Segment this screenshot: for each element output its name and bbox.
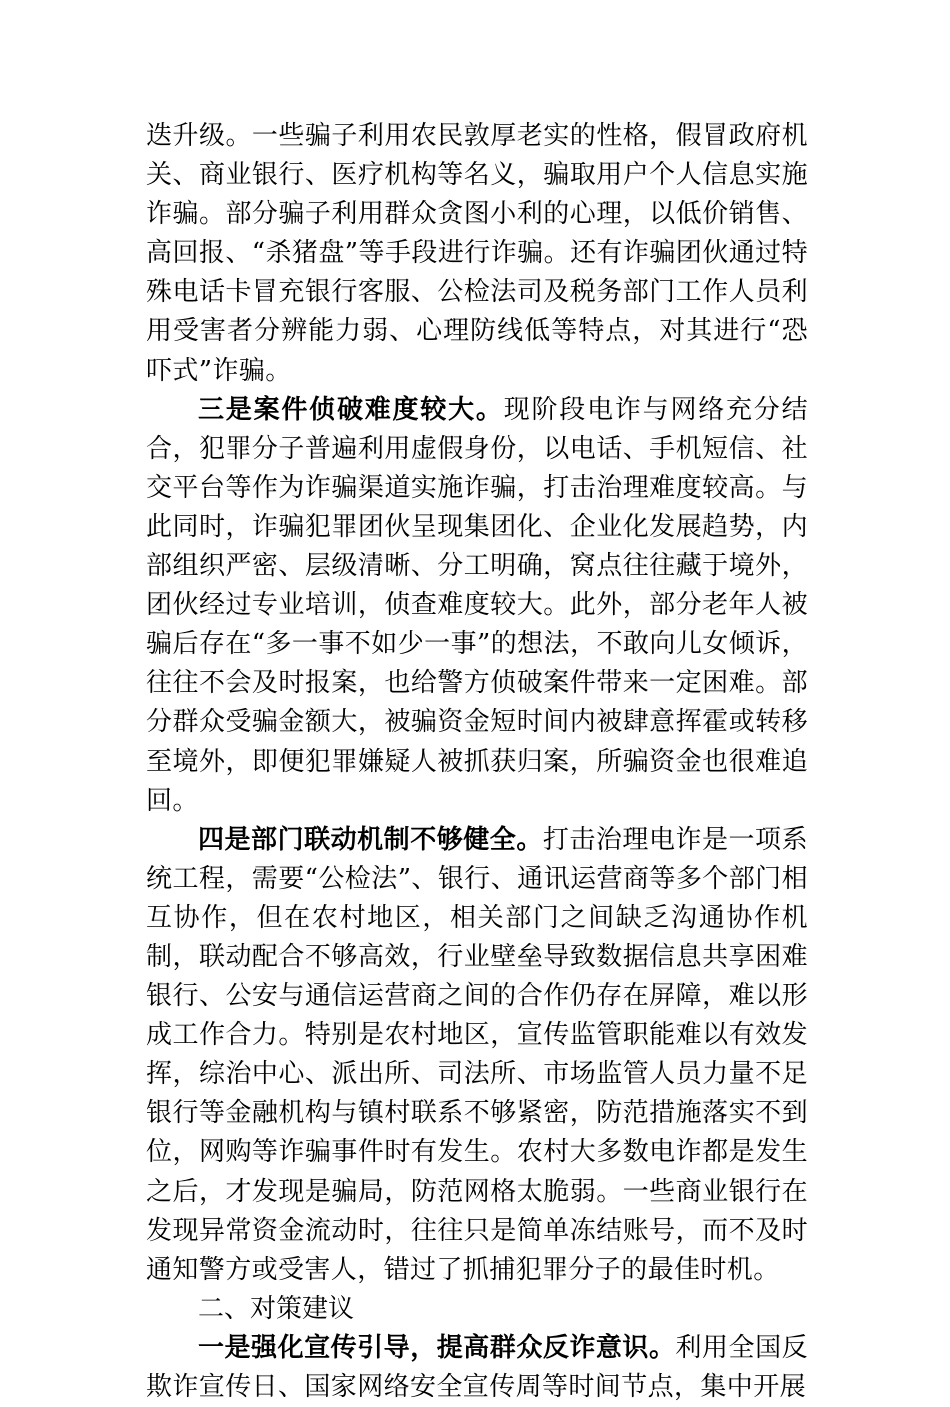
paragraph-lead: 三是案件侦破难度较大。 bbox=[198, 394, 504, 425]
paragraph-lead: 四是部门联动机制不够健全。 bbox=[198, 824, 543, 855]
paragraph-text: 迭升级。一些骗子利用农民敦厚老实的性格，假冒政府机关、商业银行、医疗机构等名义，骗取用户个人信息实施诈骗。部分骗子利用群众贪图小利的心理，以低价销售、高回报、“杀猪盘”等手段进行诈骗。还有诈骗团伙通过特殊电话卡冒充银行客服、公检法司及税务部门工作人员利用受害者分辨能力弱、心理防线低等特点，对其进行“恐吓式”诈骗。 bbox=[146, 121, 808, 386]
paragraph-text: 打击治理电诈是一项系统工程，需要“公检法”、银行、通讯运营商等多个部门相互协作，但在农村地区，相关部门之间缺乏沟通协作机制，联动配合不够高效，行业壁垒导致数据信息共享困难银行、公安与通信运营商之间的合作仍存在屏障，难以形成工作合力。特别是农村地区，宣传监管职能难以有效发挥，综治中心、派出所、司法所、市场监管人员力量不足银行等金融机构与镇村联系不够紧密，防范措施落实不到位，网购等诈骗事件时有发生。农村大多数电诈都是发生之后，才发现是骗局，防范网格太脆弱。一些商业银行在发现异常资金流动时，往往只是简单冻结账号，而不及时通知警方或受害人，错过了抓捕犯罪分子的最佳时机。 bbox=[146, 824, 808, 1285]
paragraph-text: 现阶段电诈与网络充分结合，犯罪分子普遍利用虚假身份，以电话、手机短信、社交平台等作为诈骗渠道实施诈骗，打击治理难度较高。与此同时，诈骗犯罪团伙呈现集团化、企业化发展趋势，内部组织严密、层级清晰、分工明确，窝点往往藏于境外，团伙经过专业培训，侦查难度较大。此外，部分老年人被骗后存在“多一事不如少一事”的想法，不敢向儿女倾诉，往往不会及时报案，也给警方侦破案件带来一定困难。部分群众受骗金额大，被骗资金短时间内被肆意挥霍或转移至境外，即便犯罪嫌疑人被抓获归案，所骗资金也很难追回。 bbox=[146, 394, 809, 816]
paragraph-publicity bbox=[146, 1329, 808, 1407]
paragraph-fraud-methods bbox=[146, 117, 808, 391]
document-body bbox=[146, 117, 808, 1407]
paragraph-text: 利用全国反欺诈宣传日、国家网络安全宣传周等时间节点，集中开展 bbox=[146, 1332, 808, 1402]
paragraph-case-difficulty bbox=[146, 391, 808, 821]
paragraph-department-linkage bbox=[146, 821, 808, 1290]
section-heading: 二、对策建议 bbox=[198, 1293, 355, 1324]
paragraph-lead: 一是强化宣传引导，提高群众反诈意识。 bbox=[198, 1332, 676, 1363]
